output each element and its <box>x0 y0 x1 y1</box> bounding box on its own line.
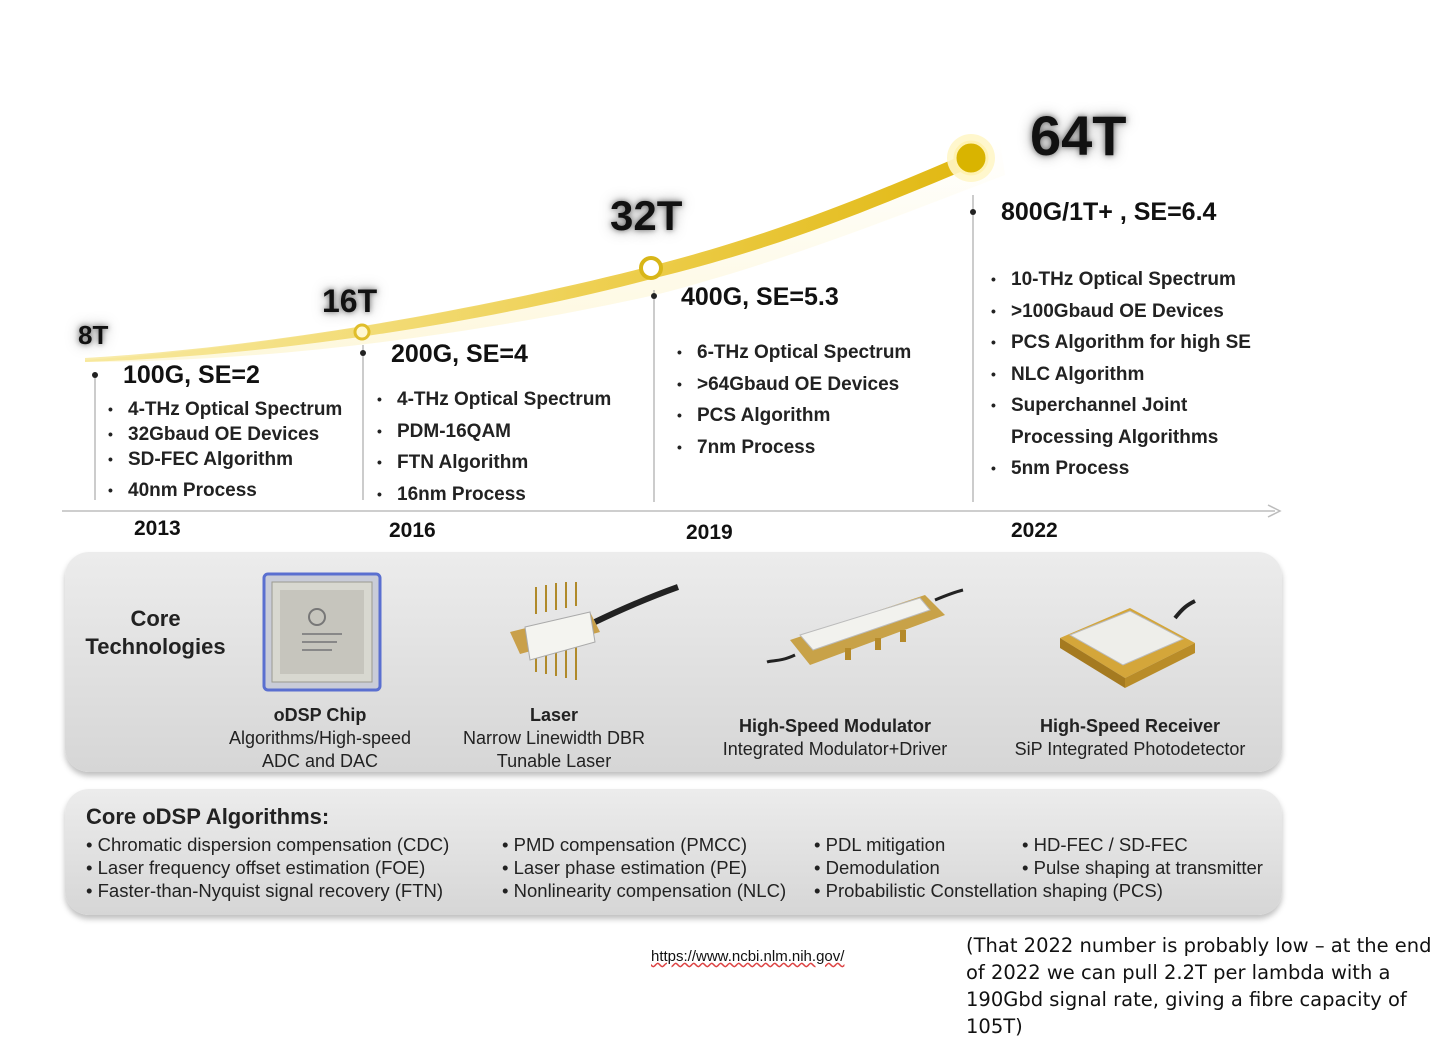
curve-glow <box>85 140 1005 362</box>
list-item: • PDL mitigation <box>814 833 1163 856</box>
capacity-label-32t: 32T <box>610 192 683 239</box>
list-item: • Nonlinearity compensation (NLC) <box>502 879 786 902</box>
list-item: • 4-THz Optical Spectrum <box>377 384 611 416</box>
algorithms-column-4 <box>1022 833 1263 879</box>
receiver-icon <box>1055 593 1205 693</box>
list-item: • SD-FEC Algorithm <box>108 447 342 472</box>
list-item: • 16nm Process <box>377 479 611 511</box>
list-item: • 4-THz Optical Spectrum <box>108 397 342 422</box>
stem-dot-2019 <box>651 293 657 299</box>
list-item: Processing Algorithms <box>1011 426 1219 448</box>
milestone-bullets-2019 <box>677 337 911 463</box>
list-item: • Laser phase estimation (PE) <box>502 856 786 879</box>
list-item: • Pulse shaping at transmitter <box>1022 856 1263 879</box>
year-label-2022: 2022 <box>1011 519 1058 542</box>
list-item: • Faster-than-Nyquist signal recovery (FTN) <box>86 879 449 902</box>
list-item: • Laser frequency offset estimation (FOE) <box>86 856 449 879</box>
laser-icon <box>500 582 680 682</box>
milestone-bullets-2022 <box>991 264 1251 485</box>
list-item: • FTN Algorithm <box>377 447 611 479</box>
milestone-bullets-2016 <box>377 384 611 510</box>
stem-dot-2013 <box>92 372 98 378</box>
stem-dot-2022 <box>970 209 976 215</box>
list-item: • PCS Algorithm for high SE <box>991 327 1251 359</box>
list-item: • NLC Algorithm <box>991 359 1251 391</box>
list-item: • Superchannel Joint <box>991 390 1251 422</box>
tech-receiver: High-Speed Receiver SiP Integrated Photodetector <box>1014 716 1246 759</box>
list-item: • PMD compensation (PMCC) <box>502 833 786 856</box>
list-item: • >100Gbaud OE Devices <box>991 296 1251 328</box>
capacity-label-16t: 16T <box>322 283 378 319</box>
list-item: • Chromatic dispersion compensation (CDC) <box>86 833 449 856</box>
capacity-label-8t: 8T <box>78 320 109 350</box>
tech-modulator: High-Speed Modulator Integrated Modulator+Driver <box>722 716 948 759</box>
year-label-2019: 2019 <box>686 521 733 544</box>
milestone-bullets-2013 <box>108 397 342 503</box>
core-technologies-title: Core Technologies <box>85 606 226 659</box>
marker-64t <box>955 142 987 174</box>
year-label-2016: 2016 <box>389 519 436 542</box>
algorithms-column-1 <box>86 833 449 902</box>
odsp-chip-icon <box>262 572 382 692</box>
source-link[interactable]: https://www.ncbi.nlm.nih.gov/ <box>651 948 845 965</box>
list-item: • >64Gbaud OE Devices <box>677 369 911 401</box>
list-item: • 6-THz Optical Spectrum <box>677 337 911 369</box>
milestone-heading-2013: 100G, SE=2 <box>123 361 260 389</box>
milestone-heading-2022: 800G/1T+ , SE=6.4 <box>1001 198 1217 226</box>
list-item: • PDM-16QAM <box>377 416 611 448</box>
tech-odsp-chip: oDSP Chip Algorithms/High-speed ADC and DAC <box>228 705 412 771</box>
milestone-heading-2016: 200G, SE=4 <box>391 340 528 368</box>
algorithms-column-2 <box>502 833 786 902</box>
marker-32t <box>641 258 661 278</box>
year-label-2013: 2013 <box>134 517 181 540</box>
list-item: • 40nm Process <box>108 478 342 503</box>
milestone-heading-2019: 400G, SE=5.3 <box>681 283 839 311</box>
list-item: • 7nm Process <box>677 432 911 464</box>
list-item: • Demodulation <box>814 856 1163 879</box>
marker-16t <box>355 325 369 339</box>
list-item: • PCS Algorithm <box>677 400 911 432</box>
list-item: • Probabilistic Constellation shaping (PCS) <box>814 879 1163 902</box>
list-item: • 32Gbaud OE Devices <box>108 422 342 447</box>
list-item: • 5nm Process <box>991 453 1251 485</box>
list-item: • HD-FEC / SD-FEC <box>1022 833 1263 856</box>
tech-laser: Laser Narrow Linewidth DBR Tunable Laser <box>462 705 646 771</box>
algorithms-title: Core oDSP Algorithms: <box>86 804 330 829</box>
stem-dot-2016 <box>360 350 366 356</box>
capacity-label-64t: 64T <box>1030 104 1127 167</box>
capacity-curve <box>85 150 980 362</box>
modulator-icon <box>765 580 965 680</box>
footnote: (That 2022 number is probably low – at the end of 2022 we can pull 2.2T per lambda with a 190Gbd signal rate, giving a fibre capacity of 105T) <box>966 934 1432 1038</box>
list-item: • 10-THz Optical Spectrum <box>991 264 1251 296</box>
